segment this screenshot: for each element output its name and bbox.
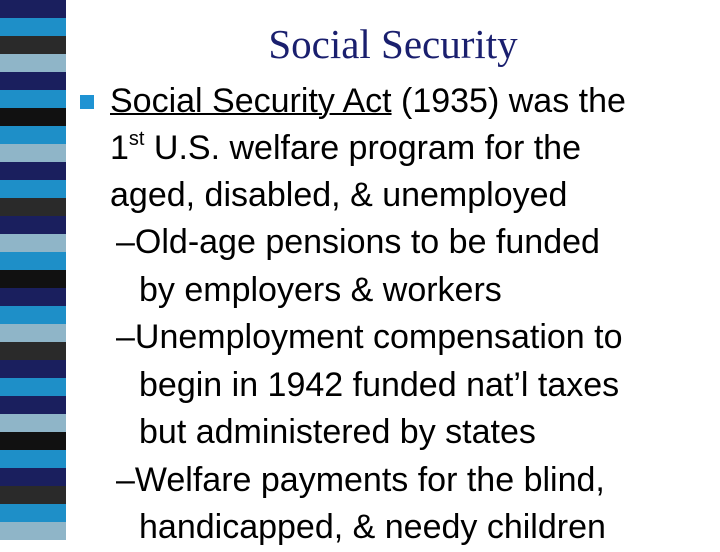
square-bullet-icon xyxy=(80,95,94,109)
slide-title: Social Security xyxy=(268,21,518,67)
main-bullet-line-1 xyxy=(78,78,718,125)
stripe-segment xyxy=(0,468,66,486)
stripe-segment xyxy=(0,504,66,522)
stripe-segment xyxy=(0,18,66,36)
stripe-segment xyxy=(0,324,66,342)
stripe-segment xyxy=(0,108,66,126)
stripe-segment xyxy=(0,288,66,306)
sub-bullet-pensions xyxy=(78,219,718,314)
stripe-segment xyxy=(0,306,66,324)
stripe-segment xyxy=(0,144,66,162)
stripe-segment xyxy=(0,90,66,108)
stripe-segment xyxy=(0,432,66,450)
stripe-segment xyxy=(0,198,66,216)
stripe-segment xyxy=(0,270,66,288)
ordinal-number: 1 xyxy=(110,129,129,167)
sub-bullet-line: begin in 1942 funded nat’l taxes xyxy=(139,365,620,404)
main-bullet-line-3: aged, disabled, & unemployed xyxy=(110,176,568,214)
sub-bullet-line: but administered by states xyxy=(139,413,536,451)
stripe-segment xyxy=(0,72,66,90)
stripe-segment xyxy=(0,36,66,54)
stripe-segment xyxy=(0,378,66,396)
stripe-segment xyxy=(0,396,66,414)
main-bullet-line-2-text: U.S. welfare program for the xyxy=(144,129,581,167)
stripe-segment xyxy=(0,360,66,378)
stripe-segment xyxy=(0,216,66,234)
sub-bullet-line: –Old-age pensions to be funded xyxy=(116,223,600,261)
stripe-segment xyxy=(0,342,66,360)
stripe-segment xyxy=(0,234,66,252)
sub-bullet-line: –Unemployment compensation to xyxy=(116,318,623,356)
act-name-link-text: Social Security Act xyxy=(110,82,392,120)
sub-bullet-line: by employers & workers xyxy=(139,270,502,309)
sub-bullet-welfare xyxy=(78,457,718,552)
sub-bullet-line: handicapped, & needy children xyxy=(139,508,606,546)
main-bullet-line-2 xyxy=(78,125,718,172)
main-bullet-line-1-text: (1935) was the xyxy=(391,82,626,120)
sub-bullet-unemployment xyxy=(78,314,718,457)
stripe-segment xyxy=(0,450,66,468)
stripe-segment xyxy=(0,486,66,504)
slide-content xyxy=(78,78,718,552)
stripe-segment xyxy=(0,252,66,270)
stripe-segment xyxy=(0,126,66,144)
stripe-segment xyxy=(0,522,66,540)
sub-bullet-list xyxy=(78,219,718,552)
main-bullet xyxy=(78,78,718,219)
stripe-segment xyxy=(0,162,66,180)
stripe-segment xyxy=(0,54,66,72)
sub-bullet-line: –Welfare payments for the blind, xyxy=(116,460,605,499)
stripe-segment xyxy=(0,180,66,198)
ordinal-suffix: st xyxy=(128,128,145,150)
stripe-segment xyxy=(0,0,66,18)
stripe-segment xyxy=(0,414,66,432)
decorative-stripe-bar xyxy=(0,0,66,540)
